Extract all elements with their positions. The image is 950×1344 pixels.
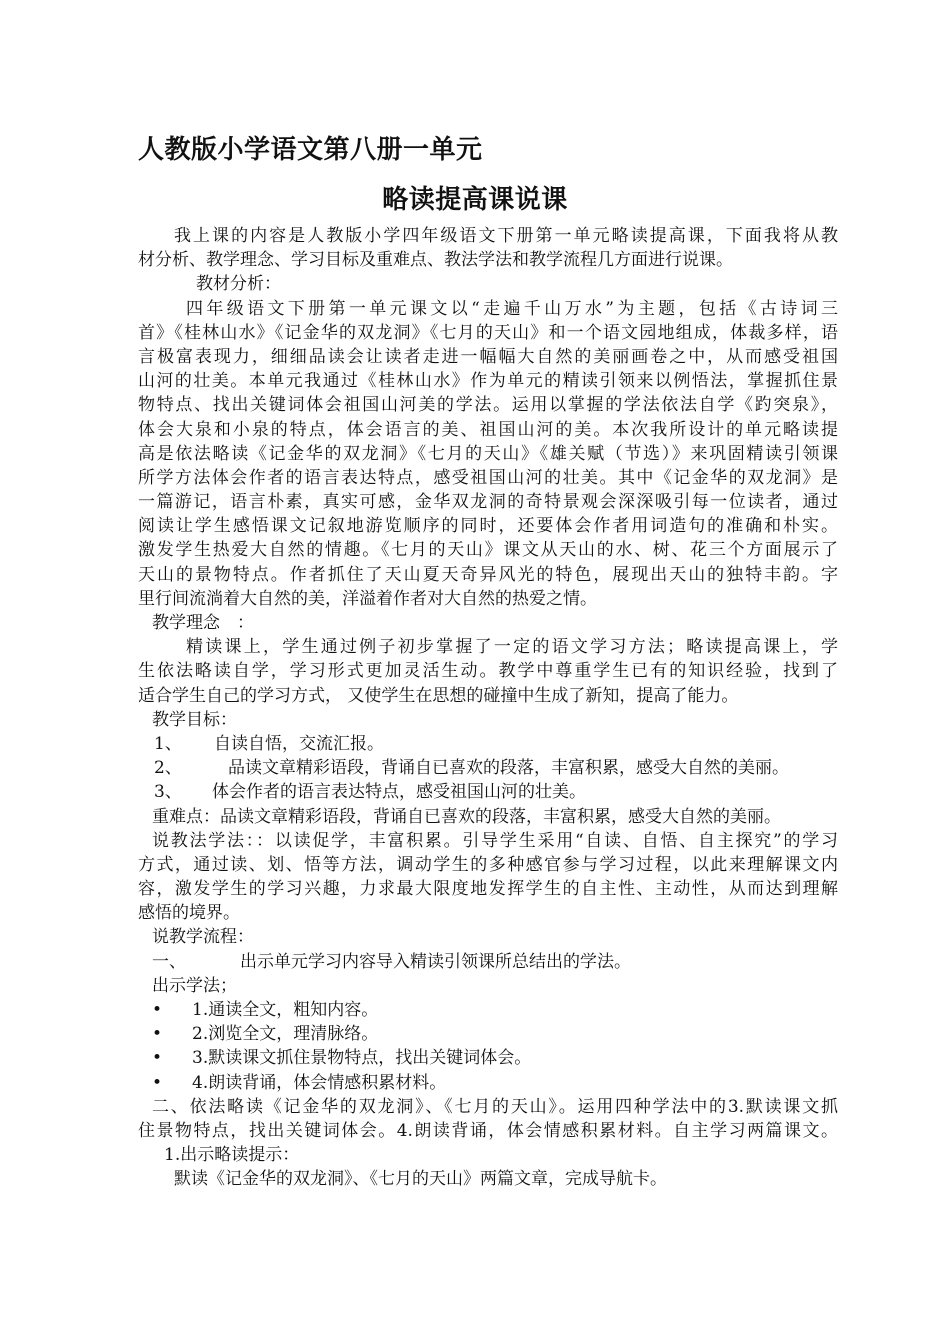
method-line: 感悟的境界。 — [138, 903, 240, 924]
key-points: 重难点：品读文章精彩语段，背诵自已喜欢的段落，丰富积累，感受大自然的美丽。 — [152, 806, 781, 827]
material-line: 里行间流淌着大自然的美，洋溢着作者对大自然的热爱之情。 — [138, 588, 597, 609]
bullet-icon: • — [152, 1048, 163, 1069]
method-bullet-text: 3.默读课文抓住景物特点，找出关键词体会。 — [192, 1048, 532, 1069]
method-line: 容，激发学生的学习兴趣，力求最大限度地发挥学生的自主性、主动性，从而达到理解 — [138, 879, 838, 900]
document-body — [138, 224, 838, 1192]
material-line: 一篇游记，语言朴素，真实可感，金华双龙洞的奇特景观会深深吸引每一位读者，通过 — [138, 492, 838, 513]
method-bullet-item — [138, 1071, 838, 1095]
idea-line: 精读课上，学生通过例子初步掌握了一定的语文学习方法；略读提高课上，学 — [186, 637, 838, 658]
goal-text: 自读自悟，交流汇报。 — [214, 733, 384, 754]
material-line: 物特点、找出关键词体会祖国山河美的学法。运用以掌握的学法依法自学《趵突泉》， — [138, 395, 838, 416]
bullet-icon: • — [152, 1024, 163, 1045]
material-line: 激发学生热爱大自然的情趣。《七月的天山》课文从天山的水、树、花三个方面展示了 — [138, 540, 838, 561]
method-bullet-text: 4.朗读背诵，体会情感积累材料。 — [192, 1072, 447, 1093]
goal-item — [138, 756, 838, 780]
show-methods-label: 出示学法； — [152, 975, 237, 996]
method-line: 说教法学法：：以读促学，丰富积累。引导学生采用“自读、自悟、自主探究”的学习 — [152, 830, 838, 851]
goal-text: 品读文章精彩语段，背诵自已喜欢的段落，丰富积累，感受大自然的美丽。 — [228, 758, 789, 779]
material-line: 阅读让学生感悟课文记叙地游览顺序的同时，还要体会作者用词造句的准确和朴实。 — [138, 516, 838, 537]
goal-number: 2、 — [154, 758, 182, 779]
material-line: 首》《桂林山水》《记金华的双龙洞》《七月的天山》和一个语文园地组成，体裁多样，语 — [138, 322, 838, 343]
intro-line: 我上课的内容是人教版小学四年级语文下册第一单元略读提高课，下面我将从教 — [174, 226, 838, 246]
method-bullet-item — [138, 998, 838, 1022]
process-step-2-line: 住景物特点，找出关键词体会。4.朗读背诵，体会情感积累材料。自主学习两篇课文。 — [138, 1120, 838, 1141]
step-text: 出示单元学习内容导入精读引领课所总结出的学法。 — [240, 951, 631, 972]
idea-line: 适合学生自己的学习方式， 又使学生在思想的碰撞中生成了新知，提高了能力。 — [138, 685, 739, 706]
intro-line: 材分析、教学理念、学习目标及重难点、教法学法和教学流程几方面进行说课。 — [138, 250, 733, 271]
material-line: 言极富表现力，细细品读会让读者走进一幅幅大自然的美丽画卷之中，从而感受祖国 — [138, 346, 838, 367]
method-bullet-item — [138, 1046, 838, 1070]
section-heading-goals: 教学目标： — [152, 709, 237, 730]
document-subtitle: 略读提高课说课 — [382, 185, 568, 215]
process-step-2-line: 二、依法略读《记金华的双龙洞》、《七月的天山》。运用四种学法中的3.默读课文抓 — [152, 1096, 838, 1117]
goal-text: 体会作者的语言表达特点，感受祖国山河的壮美。 — [212, 782, 586, 803]
material-line: 天山的景物特点。作者抓住了天山夏天奇异风光的特色，展现出天山的独特丰韵。字 — [138, 564, 838, 585]
prompt-title: 1.出示略读提示： — [164, 1145, 300, 1166]
material-line: 体会大泉和小泉的特点，体会语言的美、祖国山河的美。本次我所设计的单元略读提 — [138, 419, 838, 440]
section-heading-material: 教材分析： — [196, 274, 281, 295]
section-heading-process: 说教学流程： — [152, 927, 254, 948]
process-step-1 — [138, 950, 838, 974]
section-heading-idea: 教学理念 ： — [152, 613, 254, 633]
material-line: 山河的壮美。本单元我通过《桂林山水》作为单元的精读引领来以例悟法，掌握抓住景 — [138, 371, 838, 392]
prompt-text: 默读《记金华的双龙洞》、《七月的天山》两篇文章，完成导航卡。 — [174, 1169, 667, 1190]
method-line: 方式，通过读、划、悟等方法，调动学生的多种感官参与学习过程，以此来理解课文内 — [138, 854, 838, 875]
material-line: 所学方法体会作者的语言表达特点，感受祖国山河的壮美。其中《记金华的双龙洞》是 — [138, 467, 838, 488]
document-title: 人教版小学语文第八册一单元 — [138, 135, 483, 165]
goal-number: 1、 — [154, 733, 182, 754]
bullet-icon: • — [152, 1072, 163, 1093]
method-bullet-item — [138, 1022, 838, 1046]
method-bullet-text: 2.浏览全文，理清脉络。 — [192, 1024, 379, 1045]
material-line: 四年级语文下册第一单元课文以“走遍千山万水”为主题，包括《古诗词三 — [186, 298, 838, 319]
goal-item — [138, 732, 838, 756]
goal-number: 3、 — [154, 782, 182, 803]
goal-item — [138, 780, 838, 804]
idea-line: 生依法略读自学，学习形式更加灵活生动。教学中尊重学生已有的知识经验，找到了 — [138, 661, 838, 682]
material-line: 高是依法略读《记金华的双龙洞》《七月的天山》《雄关赋（节选）》来巩固精读引领课 — [138, 443, 838, 464]
bullet-icon: • — [152, 1000, 163, 1020]
method-bullet-text: 1.通读全文，粗知内容。 — [192, 1000, 379, 1020]
step-number: 一、 — [152, 951, 186, 972]
